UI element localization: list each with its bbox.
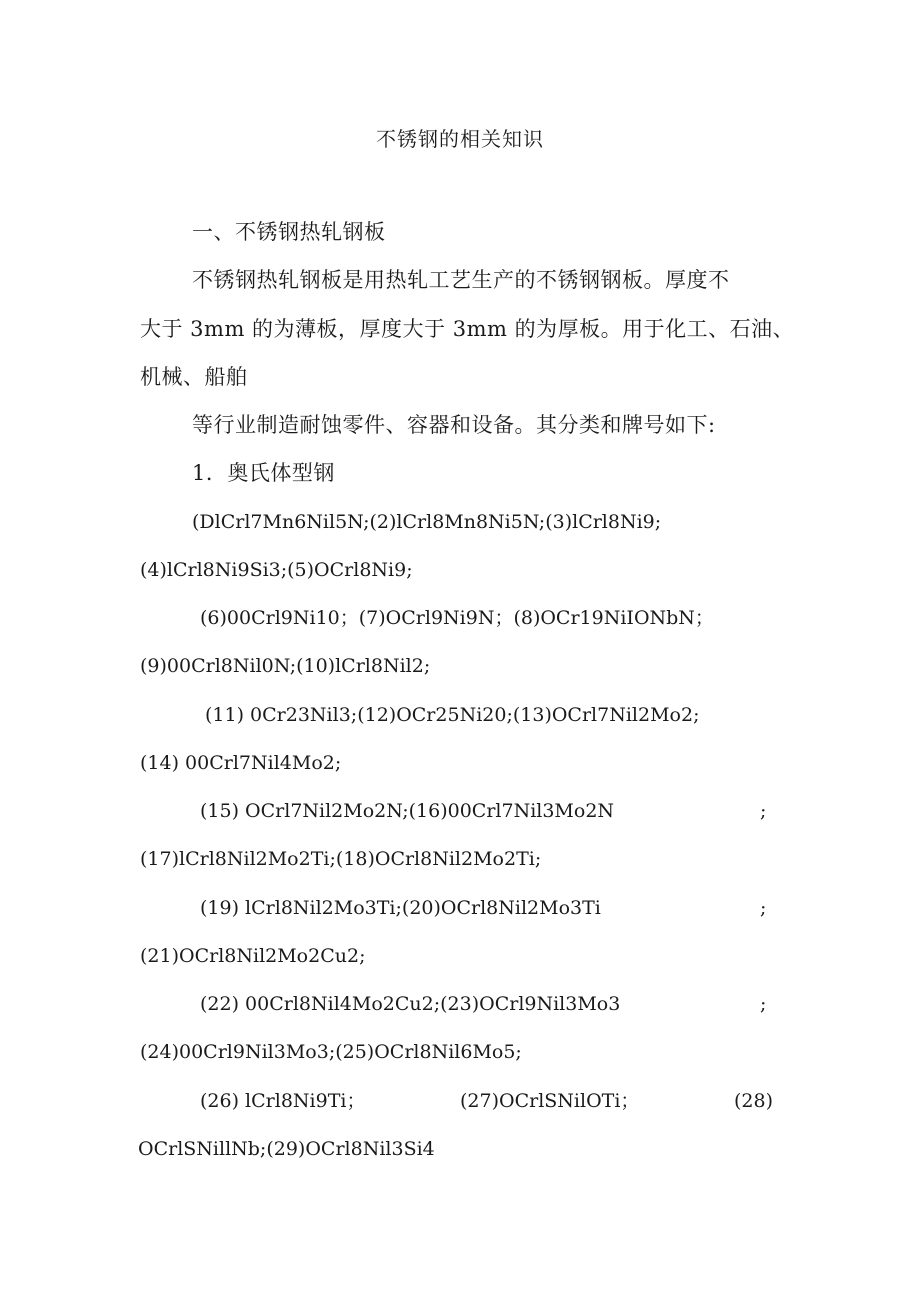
grade-list-line: (9)00Crl8Nil0N;(10)lCrl8Nil2; xyxy=(140,655,431,677)
grade-list-item: (27)OCrlSNilOTi； xyxy=(460,1090,640,1112)
grade-list-item: (28) xyxy=(734,1090,774,1112)
line-end-semicolon: ; xyxy=(760,897,767,919)
grade-list-item: (26) lCrl8Ni9Ti； xyxy=(200,1090,366,1112)
grade-list-line: OCrlSNillNb;(29)OCrl8Nil3Si4 xyxy=(138,1138,435,1160)
paragraph-line: 不锈钢热轧钢板是用热轧工艺生产的不锈钢钢板。厚度不 xyxy=(192,268,730,292)
line-end-semicolon: ; xyxy=(760,800,767,822)
grade-list-line: (19) lCrl8Nil2Mo3Ti;(20)OCrl8Nil2Mo3Ti xyxy=(200,897,601,919)
section-heading: 一、不锈钢热轧钢板 xyxy=(192,220,386,244)
grade-list-line: (6)00Crl9Ni10；(7)OCrl9Ni9N；(8)OCr19NiIONbN； xyxy=(200,607,714,629)
grade-list-line: (21)OCrl8Nil2Mo2Cu2; xyxy=(140,945,366,967)
grade-list-line: (17)lCrl8Nil2Mo2Ti;(18)OCrl8Nil2Mo2Ti; xyxy=(140,848,542,870)
grade-list-line: (4)lCrl8Ni9Si3;(5)OCrl8Ni9; xyxy=(140,559,413,581)
paragraph-line: 等行业制造耐蚀零件、容器和设备。其分类和牌号如下: xyxy=(192,413,716,437)
grade-list-line: (14) 00Crl7Nil4Mo2; xyxy=(140,752,342,774)
paragraph-line: 大于 3mm 的为薄板，厚度大于 3mm 的为厚板。用于化工、石油、 xyxy=(140,317,795,341)
grade-list-line: (22) 00Crl8Nil4Mo2Cu2;(23)OCrl9Nil3Mo3 xyxy=(200,993,621,1015)
paragraph-line: 机械、船舶 xyxy=(140,365,248,389)
grade-list-line: (DlCrl7Mn6Nil5N;(2)lCrl8Mn8Ni5N;(3)lCrl8Ni9; xyxy=(192,511,662,533)
page-title: 不锈钢的相关知识 xyxy=(376,127,544,151)
subsection-heading: 1．奥氏体型钢 xyxy=(192,461,335,485)
grade-list-line: (11) 0Cr23Nil3;(12)OCr25Ni20;(13)OCrl7Nil2Mo2; xyxy=(205,704,700,726)
line-end-semicolon: ; xyxy=(760,993,767,1015)
grade-list-line: (24)00Crl9Nil3Mo3;(25)OCrl8Nil6Mo5; xyxy=(140,1041,522,1063)
grade-list-line: (15) OCrl7Nil2Mo2N;(16)00Crl7Nil3Mo2N xyxy=(200,800,615,822)
